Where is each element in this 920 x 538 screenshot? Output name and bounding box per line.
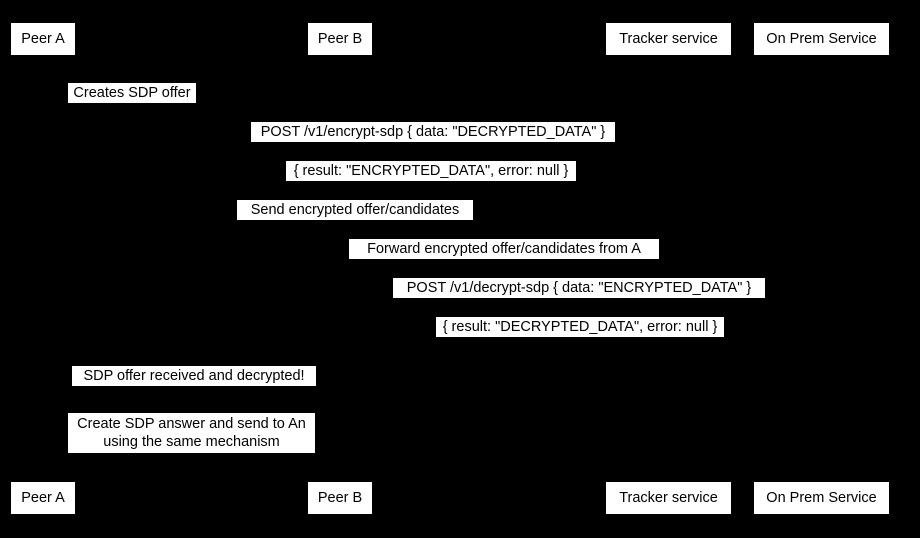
actor-tracker-service-bottom: Tracker service: [605, 481, 732, 515]
message-label-2: POST /v1/encrypt-sdp { data: "DECRYPTED_DATA" }: [250, 121, 616, 143]
actor-tracker-service-top: Tracker service: [605, 22, 732, 56]
message-label-3: { result: "ENCRYPTED_DATA", error: null }: [285, 160, 577, 182]
actor-peer-a-top: Peer A: [10, 22, 76, 56]
actor-peer-b-bottom: Peer B: [307, 481, 373, 515]
message-label-8: SDP offer received and decrypted!: [71, 365, 317, 387]
actor-peer-b-top: Peer B: [307, 22, 373, 56]
message-label-4: Send encrypted offer/candidates: [236, 199, 474, 221]
message-label-5: Forward encrypted offer/candidates from A: [348, 238, 660, 260]
actor-on-prem-service-top: On Prem Service: [753, 22, 890, 56]
message-label-1: Creates SDP offer: [67, 82, 197, 104]
message-label-6: POST /v1/decrypt-sdp { data: "ENCRYPTED_DATA" }: [392, 277, 766, 299]
actor-peer-a-bottom: Peer A: [10, 481, 76, 515]
message-label-9: Create SDP answer and send to An using the same mechanism: [67, 412, 316, 454]
actor-on-prem-service-bottom: On Prem Service: [753, 481, 890, 515]
message-label-7: { result: "DECRYPTED_DATA", error: null }: [435, 316, 725, 338]
